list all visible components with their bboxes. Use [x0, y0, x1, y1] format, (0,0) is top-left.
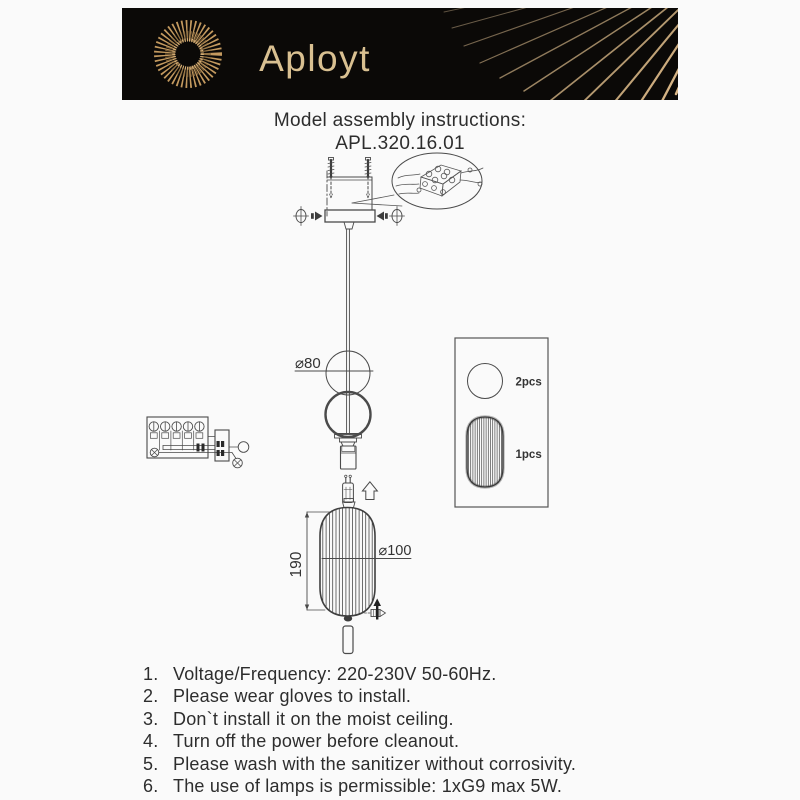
sphere-drawing: [326, 351, 370, 395]
lamp-holder-drawing: [335, 434, 362, 470]
part-shade-icon: [467, 415, 503, 489]
list-item: [143, 753, 703, 775]
banner-art: [122, 8, 678, 100]
dim-190-label: 190: [288, 551, 305, 578]
list-item-number: 5.: [143, 753, 159, 774]
list-item-number: 4.: [143, 731, 159, 752]
list-item-text: Don`t install it on the moist ceiling.: [173, 708, 454, 729]
lamp-symbol-icon: [238, 442, 249, 453]
instructions-list: [143, 663, 703, 797]
dim-shade-diameter: [322, 543, 411, 559]
title-block: [0, 109, 800, 155]
list-item-text: Please wear gloves to install.: [173, 686, 412, 707]
wiring-diagram: [147, 417, 249, 468]
list-item-number: 2.: [143, 686, 159, 707]
dim-80-label: ⌀80: [295, 355, 321, 372]
list-item-text: The use of lamps is permissible: 1xG9 max 5W.: [173, 776, 563, 797]
terminal-block-icon: [396, 165, 483, 196]
earth-symbol-icon: [233, 458, 243, 468]
assembly-diagram: [120, 152, 680, 662]
dim-shade-height: [288, 512, 332, 610]
list-item: [143, 775, 703, 797]
list-item-text: Turn off the power before cleanout.: [173, 731, 460, 752]
finial-drawing: [343, 626, 353, 654]
list-item-number: 3.: [143, 708, 159, 729]
brand-wordmark: Aployt: [259, 38, 371, 79]
list-item: [143, 708, 703, 730]
suspension-rod-drawing: [347, 229, 350, 434]
list-item: [143, 730, 703, 752]
insert-up-arrow-icon: [362, 482, 377, 500]
list-item: [143, 663, 703, 685]
ceiling-screws-drawing: [328, 158, 371, 199]
part-sphere-icon: [468, 364, 503, 399]
list-item-text: Please wash with the sanitizer without corrosivity.: [173, 753, 577, 774]
ring-drawing: [326, 392, 371, 437]
page-title: Model assembly instructions:: [273, 110, 527, 131]
dim-sphere-diameter: [295, 355, 373, 372]
list-item-number: 1.: [143, 664, 159, 684]
list-item-text: Voltage/Frequency: 220-230V 50-60Hz.: [173, 664, 497, 684]
list-item-number: 6.: [143, 776, 159, 797]
shade-drawing: [320, 499, 375, 622]
sphere-qty-label: 2pcs: [515, 376, 542, 389]
parts-box: [455, 338, 548, 507]
list-item: [143, 685, 703, 707]
brand-banner: [122, 8, 678, 100]
shade-qty-label: 1pcs: [515, 449, 542, 461]
dim-100-label: ⌀100: [378, 543, 412, 559]
model-number: APL.320.16.01: [335, 133, 465, 154]
ground-screw-icon: [150, 448, 159, 457]
